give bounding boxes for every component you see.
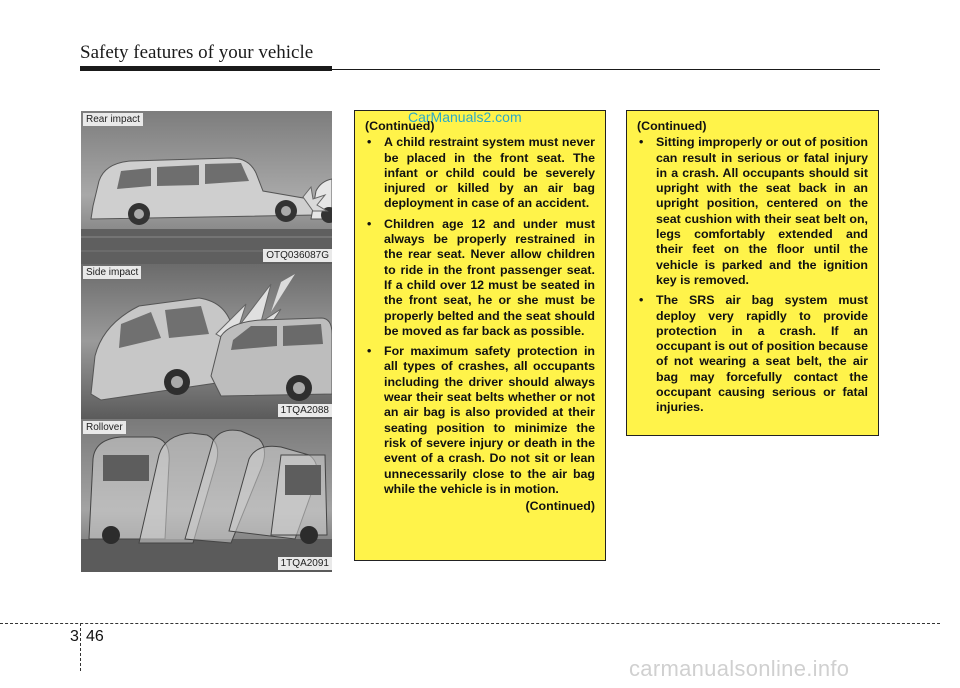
warning-item: • Sitting improperly or out of position can result in serious or fatal injury in a crash. All occupants should sit upright with the seat back in an upright position, centered on the seat cushion with their seat belt on, legs comfortably extended and their feet on the floor until the vehicle is parked and the ignition key is removed.	[637, 135, 868, 288]
side-impact-photo	[81, 264, 332, 419]
header-rule-thin	[80, 69, 880, 70]
watermark-bottom: carmanualsonline.info	[629, 656, 850, 681]
continued-heading: (Continued)	[637, 119, 707, 133]
warning-item: • The SRS air bag system must deploy very rapidly to provide protection in a crash. If an occupant is out of position because of not wearing a seat belt, the air bag may forcefully contact the occupant causing serious or fatal injuries.	[637, 293, 868, 415]
rollover-photo	[81, 419, 332, 572]
rear-impact-code: OTQ036087G	[263, 249, 332, 262]
rollover-code: 1TQA2091	[278, 557, 332, 570]
section-number: 3	[70, 628, 79, 645]
warning-list	[365, 135, 595, 497]
watermark-top: CarManuals2.com	[408, 109, 522, 125]
continued-heading: (Continued)	[365, 119, 435, 133]
footer-divider	[80, 623, 81, 671]
rear-impact-illustration	[81, 111, 332, 264]
rear-impact-photo	[81, 111, 332, 264]
rollover-illustration	[81, 419, 332, 572]
warning-item: • A child restraint system must never be placed in the front seat. The infant or child could be severely injured or killed by an air bag deployment in case of an accident.	[365, 135, 595, 211]
side-impact-code: 1TQA2088	[278, 404, 332, 417]
rollover-label: Rollover	[83, 421, 126, 434]
footer-rule	[0, 623, 940, 624]
warning-item: • Children age 12 and under must always be properly restrained in the rear seat. Never allow children to ride in the front passenger seat. If a child over 12 must be seated in the front seat, he or she must be properly belted and the seat should be moved as far back as possible.	[365, 217, 595, 339]
rear-impact-label: Rear impact	[83, 113, 143, 126]
warning-box-right	[626, 110, 879, 436]
side-impact-label: Side impact	[83, 266, 141, 279]
page-number: 46	[86, 628, 104, 645]
warning-box-middle	[354, 110, 606, 561]
side-impact-illustration	[81, 264, 332, 419]
warning-list	[637, 135, 868, 415]
continued-footer: (Continued)	[525, 499, 595, 514]
page-header-title: Safety features of your vehicle	[80, 42, 314, 63]
warning-item: • For maximum safety protection in all types of crashes, all occupants including the driver should always wear their seat belts whether or not an air bag is also provided at their seating position to minimize the risk of severe injury or death in the event of a crash. Do not sit or lean unnecessarily close to the air bag while the vehicle is in motion.	[365, 344, 595, 497]
